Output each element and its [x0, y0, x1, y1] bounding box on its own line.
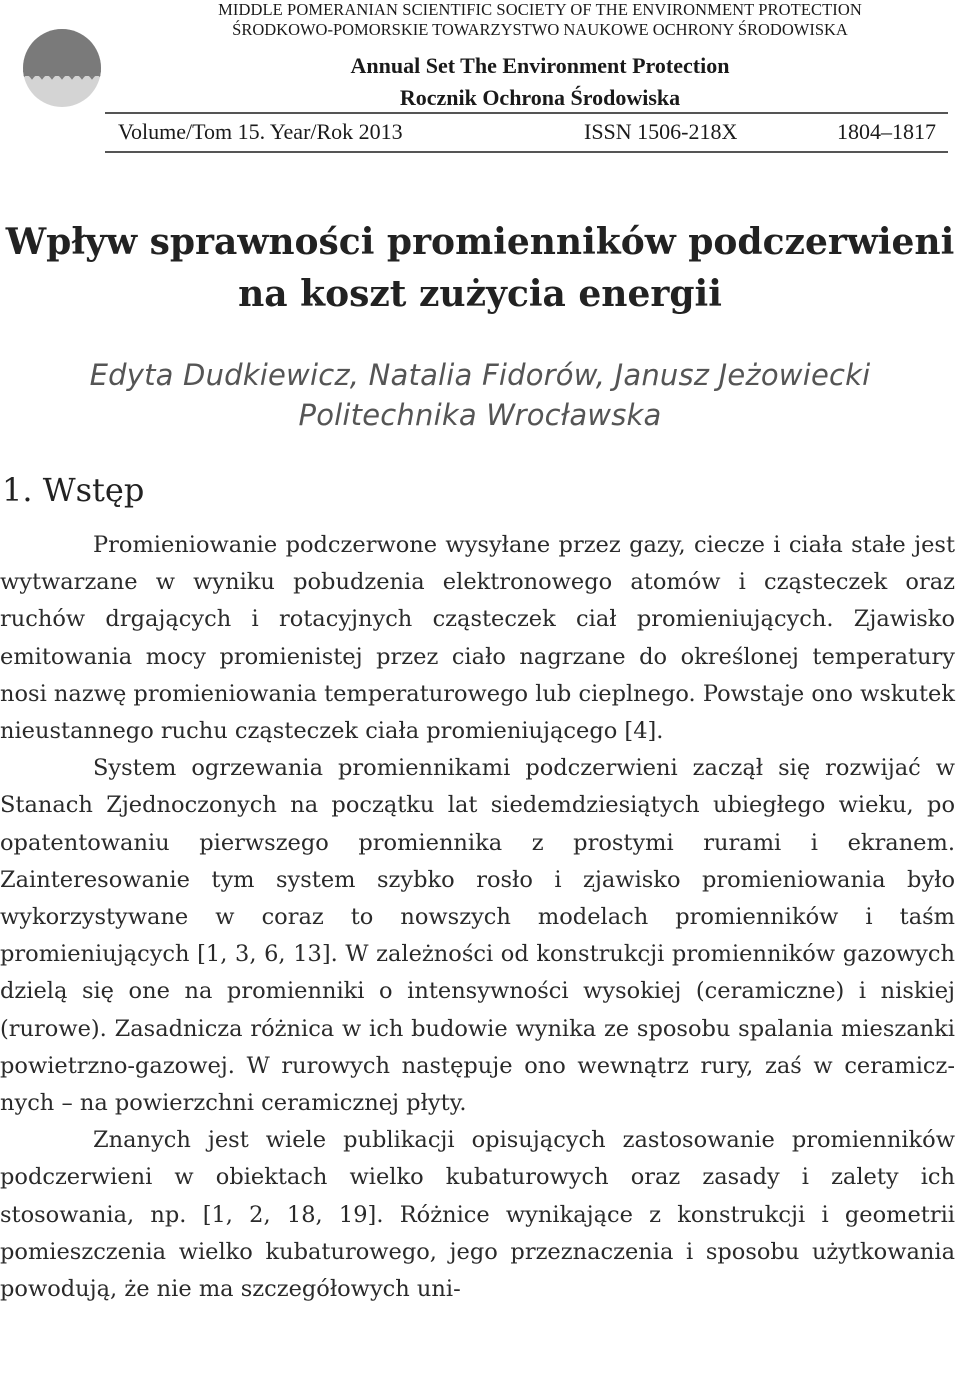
- volume-year: Volume/Tom 15. Year/Rok 2013: [118, 119, 403, 144]
- society-name-pl: ŚRODKOWO-POMORSKIE TOWARZYSTWO NAUKOWE OCHRONY ŚRODOWISKA: [232, 20, 848, 39]
- header-rule-bottom: [105, 151, 948, 153]
- affiliation: Politechnika Wrocławska: [298, 398, 662, 432]
- section-heading: 1. Wstęp: [2, 471, 145, 509]
- journal-title-en: Annual Set The Environment Protection: [350, 53, 730, 78]
- paragraph: System ogrzewania promiennikami podczerwieni zaczął się rozwijać w Stanach Zjednoczonych na początku lat siedemdziesiątych ubiegłego wieku, po opatentowaniu pierwszego promiennika z prostymi rurami i ekranem. Zainteresowanie tym system szybko rosło i zjawisko promieniowania było wykorzystywane w coraz to nowszych modelach promienników i taśm promieniujących [1, 3, 6, 13]. W zależności od konstrukcji promienników gazowych dzielą się one na promienniki o intensywności wysokiej (ceramiczne) i niskiej (rurowe). Zasadnicza różnica w ich budowie wynika ze sposobu spalania mieszanki powietrzno-gazowej. W rurowych następuje ono wewnątrz rury, zaś w ceramicznych – na powierzchni ceramicznej płyty.: [0, 755, 955, 1117]
- header-rule-top: [105, 112, 948, 114]
- page-range: 1804–1817: [837, 119, 936, 144]
- journal-title-pl: Rocznik Ochrona Środowiska: [399, 85, 681, 110]
- paragraph: Promieniowanie podczerwone wysyłane przez gazy, ciecze i ciała stałe jest wytwarzane w wyniku pobudzenia elektronowego atomów i cząsteczek oraz ruchów drgających i rotacyjnych cząsteczek ciał promieniujących. Zjawisko emitowania mocy promienistej przez ciało nagrzane do określonej temperatury nosi nazwę promieniowania temperaturowego lub cieplnego. Powstaje ono wskutek nieustannego ruchu cząsteczek ciała promieniującego [4].: [0, 532, 955, 745]
- authors: Edyta Dudkiewicz, Natalia Fidorów, Janusz Jeżowiecki: [89, 358, 871, 392]
- water-waves-logo-icon: [22, 28, 102, 108]
- society-name-en: MIDDLE POMERANIAN SCIENTIFIC SOCIETY OF THE ENVIRONMENT PROTECTION: [218, 0, 862, 19]
- issn: ISSN 1506-218X: [584, 119, 738, 144]
- article-body: [0, 527, 955, 1308]
- article-title-line-2: na koszt zużycia energii: [238, 273, 722, 315]
- volume-info-row: [118, 117, 938, 147]
- paragraph: Znanych jest wiele publikacji opisujących zastosowanie promienników podczerwieni w obiektach wielko kubaturowych oraz zasady i zalety ich stosowania, np. [1, 2, 18, 19]. Różnice wynikające z konstrukcji i geometrii pomieszczenia wielko kubaturowego, jego przeznaczenia i sposobu użytkowania powodują, że nie ma szczegółowych uni-: [0, 1127, 955, 1303]
- article-title-line-1: Wpływ sprawności promienników podczerwieni: [5, 221, 955, 263]
